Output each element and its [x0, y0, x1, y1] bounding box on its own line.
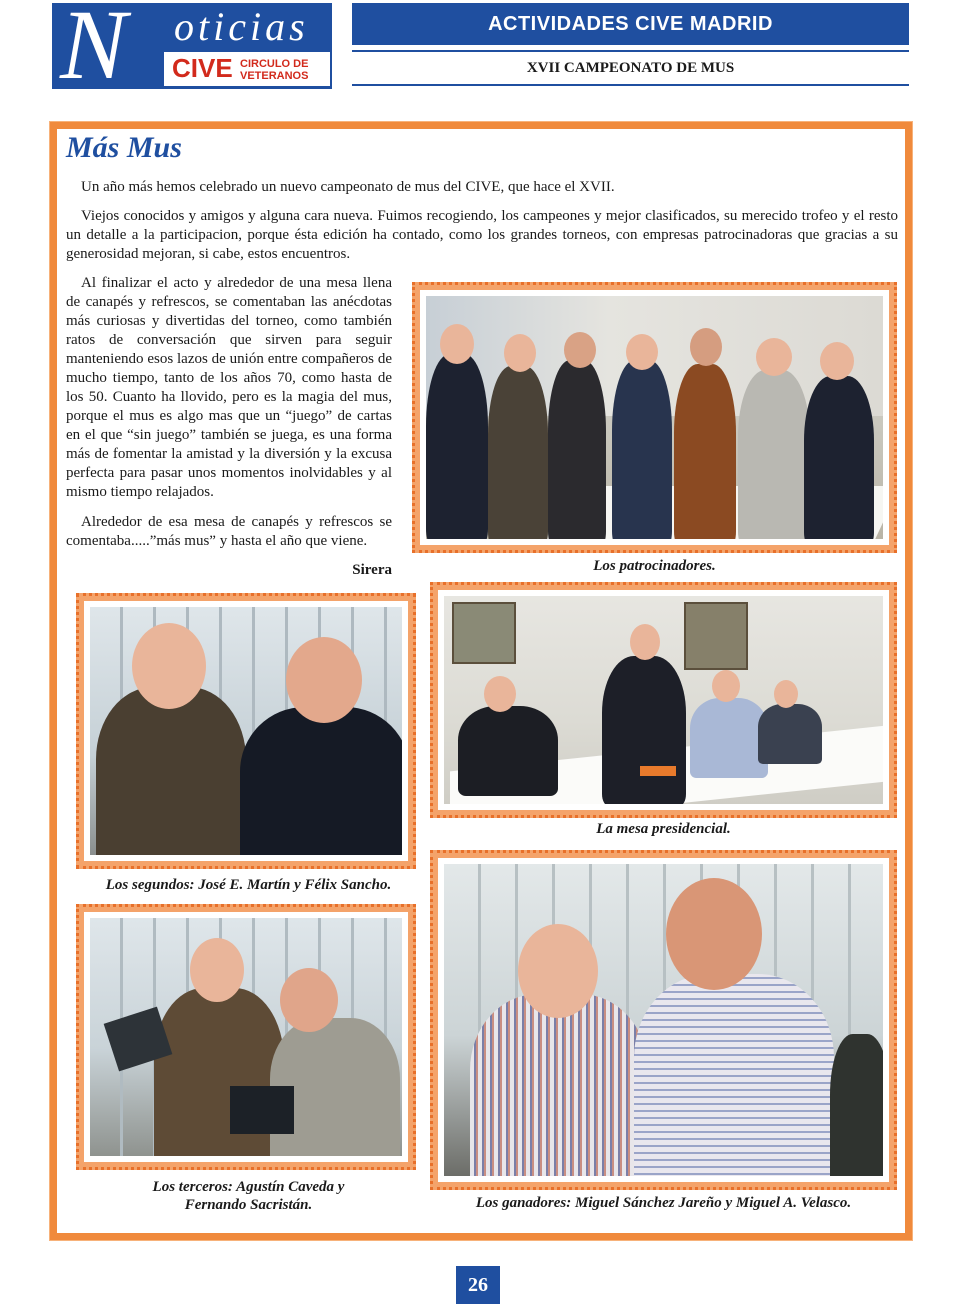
article-paragraph-4: Alrededor de esa mesa de canapés y refrescos se comentaba.....”más mus” y hasta el año que viene. — [66, 514, 392, 549]
cive-logo — [52, 3, 332, 89]
article-title: Más Mus — [66, 131, 182, 164]
photo-presidential-table — [430, 582, 897, 818]
logo-letter: N — [60, 3, 127, 89]
caption-thirds: Los terceros: Agustín Caveda y Fernando Sacristán. — [152, 1179, 345, 1213]
caption-sponsors: Los patrocinadores. — [593, 558, 716, 574]
logo-word: oticias — [174, 4, 309, 49]
section-subtitle: XVII CAMPEONATO DE MUS — [352, 50, 909, 86]
article-paragraph-3: Al finalizar el acto y alrededor de una mesa llena de canapés y refrescos, se comentaban las anécdotas más curiosas y divertidas del torneo, como también ratos de conversación que sirven para seguir manteniendo esos lazos de unión entre compañeros de mucho tiempo, tanto de los años 70, como hasta de los 50. Cuanto ha llovido, pero es la magia del mus, porque el mus es algo mas que un “juego” de cartas en el que “sin juego” también se juega, es una forma más de fomentar la amistad y la diversión y la excusa perfecta para pasar unos momentos inolvidables y al mismo tiempo relajados. — [66, 275, 392, 500]
article-paragraph-1: Un año más hemos celebrado un nuevo campeonato de mus del CIVE, que hace el XVII. — [81, 179, 615, 195]
photo-winners — [430, 850, 897, 1190]
photo-seconds — [76, 593, 416, 869]
caption-presidential-table: La mesa presidencial. — [596, 821, 731, 837]
photo-thirds — [76, 904, 416, 1170]
caption-winners: Los ganadores: Miguel Sánchez Jareño y Miguel A. Velasco. — [475, 1195, 852, 1211]
article-paragraph-2: Viejos conocidos y amigos y alguna cara nueva. Fuimos recogiendo, los campeones y mejor clasificados, su merecido trofeo y el resto un detalle a la participacion, porque ésta edición ha contado, como los grandes torneos, con empresas patrocinadoras que gracias a su generosidad mejoran, si cabe, estos encuentros. — [66, 208, 898, 262]
logo-org-subtitle: CIRCULO DE VETERANOS — [240, 58, 309, 82]
article-signature: Sirera — [352, 562, 392, 578]
page-number: 26 — [456, 1266, 500, 1304]
caption-seconds: Los segundos: José E. Martín y Félix Sancho. — [105, 877, 392, 893]
section-header: ACTIVIDADES CIVE MADRID — [352, 3, 909, 45]
logo-org: CIVE — [172, 53, 233, 83]
photo-sponsors — [412, 282, 897, 553]
